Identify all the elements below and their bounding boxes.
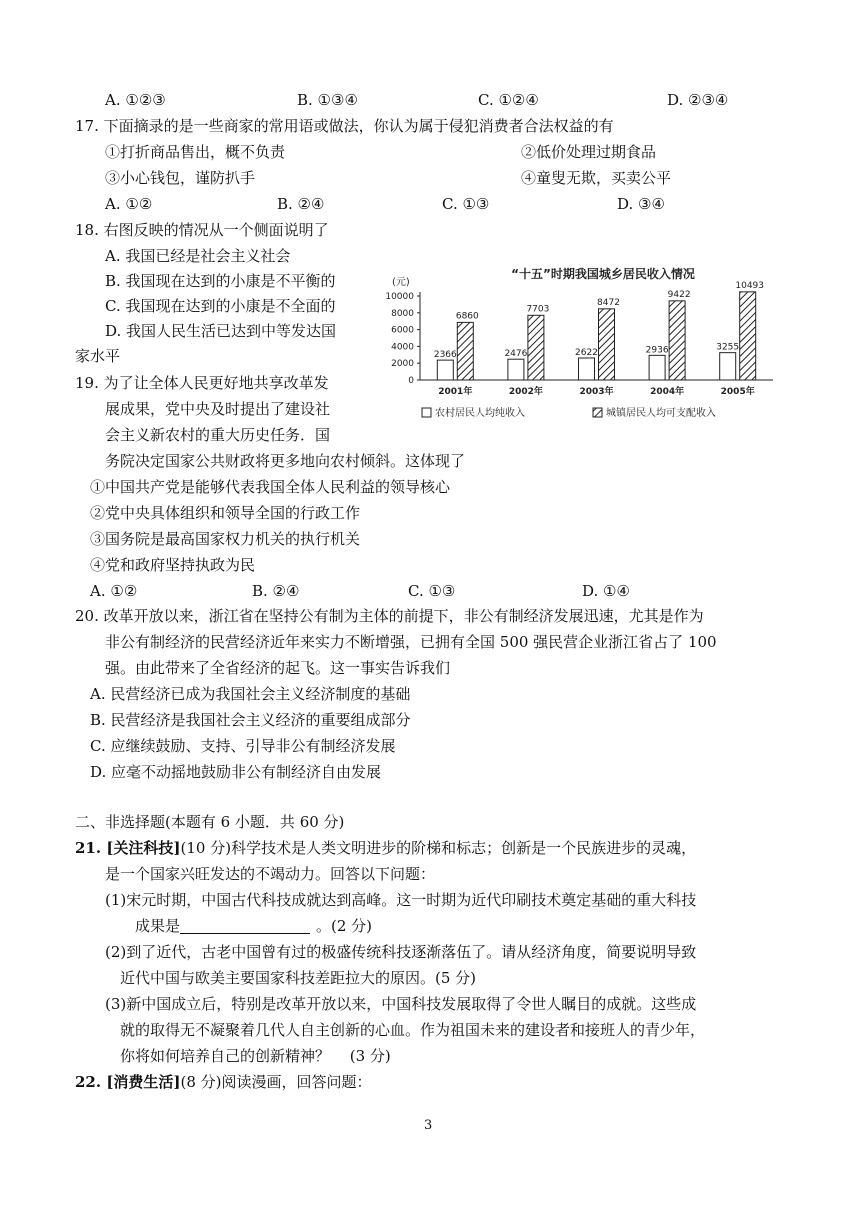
q21-sub-1: (1)宋元时期，中国古代科技成就达到高峰。这一时期为近代印刷技术奠定基础的重大科技 bbox=[105, 891, 697, 909]
q17-option-c: C. ①③ bbox=[442, 195, 490, 213]
q21-stem-2: 是一个国家兴旺发达的不竭动力。回答以下问题： bbox=[105, 865, 436, 883]
q18-option-b: B. 我国现在达到的小康是不平衡的 bbox=[105, 272, 336, 290]
q18-option-a: A. 我国已经是社会主义社会 bbox=[105, 247, 291, 265]
data-label-rural: 2936 bbox=[645, 345, 669, 356]
q21-sub-3-cont-2: 你将如何培养自己的创新精神？ (3 分) bbox=[120, 1047, 391, 1065]
y-axis-label: (元) bbox=[392, 277, 410, 288]
data-label-rural: 3255 bbox=[716, 342, 740, 353]
x-tick-label: 2003年 bbox=[579, 387, 614, 397]
data-label-urban: 8472 bbox=[597, 297, 620, 308]
q19-option-c: C. ①③ bbox=[408, 582, 456, 600]
data-label-rural: 2476 bbox=[504, 349, 528, 360]
section-2-heading: 二、非选择题(本题有 6 小题．共 60 分) bbox=[75, 813, 345, 831]
x-tick-label: 2005年 bbox=[720, 387, 755, 397]
x-tick-label: 2004年 bbox=[650, 387, 685, 397]
q20-option-c: C. 应继续鼓励、支持、引导非公有制经济发展 bbox=[90, 737, 396, 755]
y-tick-label: 4000 bbox=[391, 342, 414, 353]
q17-option-d: D. ③④ bbox=[617, 195, 665, 213]
q19-stem-2: 展成果，党中央及时提出了建设社 bbox=[105, 400, 331, 418]
q21-stem-text: (10 分)科学技术是人类文明进步的阶梯和标志；创新是一个民族进步的灵魂， bbox=[180, 839, 697, 857]
q20-stem-1: 20. 改革开放以来，浙江省在坚持公有制为主体的前提下，非公有制经济发展迅速，尤其是作为 bbox=[75, 607, 704, 625]
legend-label-urban: 城镇居民人均可支配收入 bbox=[606, 408, 716, 419]
x-tick-label: 2002年 bbox=[508, 387, 543, 397]
y-tick-label: 0 bbox=[408, 376, 414, 386]
q21-tag: 21. [关注科技] bbox=[75, 839, 181, 857]
bar-urban bbox=[457, 322, 473, 380]
y-tick-label: 8000 bbox=[391, 308, 414, 319]
q19-stem-3: 会主义新农村的重大历史任务．国 bbox=[105, 426, 331, 444]
data-label-rural: 2622 bbox=[575, 347, 598, 358]
q21-stem-1 bbox=[75, 837, 696, 859]
q17-option-b: B. ②④ bbox=[277, 195, 325, 213]
data-label-urban: 6860 bbox=[455, 311, 479, 322]
bar-rural bbox=[649, 355, 665, 380]
bar-rural bbox=[579, 358, 595, 380]
bar-urban bbox=[669, 301, 685, 380]
q19-stem-4: 务院决定国家公共财政将更多地向农村倾斜。这体现了 bbox=[105, 452, 466, 470]
chart-title: “十五”时期我国城乡居民收入情况 bbox=[511, 267, 695, 281]
data-label-rural: 2366 bbox=[433, 350, 457, 361]
bar-rural bbox=[720, 353, 736, 380]
q22-stem-text: (8 分)阅读漫画，回答问题： bbox=[180, 1073, 372, 1091]
y-tick-label: 6000 bbox=[391, 325, 414, 336]
q17-stem: 17. 下面摘录的是一些商家的常用语或做法，你认为属于侵犯消费者合法权益的有 bbox=[75, 117, 614, 135]
q17-item-2: ②低价处理过期食品 bbox=[521, 143, 657, 161]
q17-item-4: ④童叟无欺，买卖公平 bbox=[521, 169, 672, 187]
q20-stem-3: 强。由此带来了全省经济的起飞。这一事实告诉我们 bbox=[105, 659, 451, 677]
q20-option-d: D. 应毫不动摇地鼓励非公有制经济自由发展 bbox=[90, 763, 382, 781]
bar-urban bbox=[740, 292, 756, 380]
q18-option-c: C. 我国现在达到的小康是不全面的 bbox=[105, 297, 336, 315]
answer-blank[interactable] bbox=[180, 917, 310, 934]
bar-rural bbox=[508, 359, 524, 380]
bar-urban bbox=[528, 315, 544, 380]
data-label-urban: 10493 bbox=[735, 280, 765, 291]
legend-swatch-urban bbox=[593, 408, 602, 417]
q17-item-1: ①打折商品售出，概不负责 bbox=[105, 143, 286, 161]
data-label-urban: 7703 bbox=[526, 304, 550, 315]
q19-item-2: ②党中央具体组织和领导全国的行政工作 bbox=[90, 504, 361, 522]
q17-option-a: A. ①② bbox=[105, 195, 153, 213]
x-tick-label: 2001年 bbox=[438, 387, 473, 397]
income-bar-chart bbox=[378, 258, 778, 438]
q21-sub-1-suffix: 。(2 分) bbox=[316, 917, 373, 935]
q19-item-4: ④党和政府坚持执政为民 bbox=[90, 556, 256, 574]
q18-option-d: D. 我国人民生活已达到中等发达国 bbox=[105, 322, 337, 340]
q19-item-1: ①中国共产党是能够代表我国全体人民利益的领导核心 bbox=[90, 478, 451, 496]
q21-sub-1-prefix: 成果是 bbox=[135, 917, 181, 935]
y-tick-label: 2000 bbox=[391, 359, 414, 370]
q21-sub-1-blank-line bbox=[135, 915, 372, 937]
q16-option-d: D. ②③④ bbox=[667, 91, 729, 109]
q18-stem: 18. 右图反映的情况从一个侧面说明了 bbox=[75, 221, 329, 239]
q18-option-d-cont: 家水平 bbox=[75, 347, 121, 365]
q16-option-b: B. ①③④ bbox=[297, 91, 358, 109]
q16-option-c: C. ①②④ bbox=[478, 91, 539, 109]
bar-urban bbox=[599, 309, 615, 380]
q20-option-b: B. 民营经济是我国社会主义经济的重要组成部分 bbox=[90, 711, 411, 729]
q21-sub-3: (3)新中国成立后，特别是改革开放以来，中国科技发展取得了令世人瞩目的成就。这些成 bbox=[105, 995, 697, 1013]
q21-sub-2-cont: 近代中国与欧美主要国家科技差距拉大的原因。(5 分) bbox=[120, 969, 477, 987]
y-tick-label: 10000 bbox=[385, 292, 414, 302]
q19-option-d: D. ①④ bbox=[582, 582, 630, 600]
bar-rural bbox=[437, 360, 453, 380]
page-number: 3 bbox=[424, 1118, 433, 1133]
q19-option-b: B. ②④ bbox=[252, 582, 300, 600]
q21-sub-2: (2)到了近代，古老中国曾有过的极盛传统科技逐渐落伍了。请从经济角度，简要说明导致 bbox=[105, 943, 697, 961]
q22-stem bbox=[75, 1071, 372, 1093]
q19-stem-1: 19. 为了让全体人民更好地共享改革发 bbox=[75, 374, 329, 392]
q17-item-3: ③小心钱包，谨防扒手 bbox=[105, 169, 256, 187]
q19-item-3: ③国务院是最高国家权力机关的执行机关 bbox=[90, 530, 361, 548]
q16-option-a: A. ①②③ bbox=[105, 91, 166, 109]
legend-swatch-rural bbox=[422, 408, 431, 417]
q20-stem-2: 非公有制经济的民营经济近年来实力不断增强，已拥有全国 500 强民营企业浙江省占了 100 bbox=[105, 633, 717, 651]
q21-sub-3-cont-1: 就的取得无不凝聚着几代人自主创新的心血。作为祖国未来的建设者和接班人的青少年， bbox=[120, 1021, 706, 1039]
data-label-urban: 9422 bbox=[667, 289, 691, 300]
legend-label-rural: 农村居民人均纯收入 bbox=[435, 408, 525, 419]
q20-option-a: A. 民营经济已成为我国社会主义经济制度的基础 bbox=[90, 685, 411, 703]
q19-option-a: A. ①② bbox=[90, 582, 138, 600]
q22-tag: 22. [消费生活] bbox=[75, 1073, 181, 1091]
